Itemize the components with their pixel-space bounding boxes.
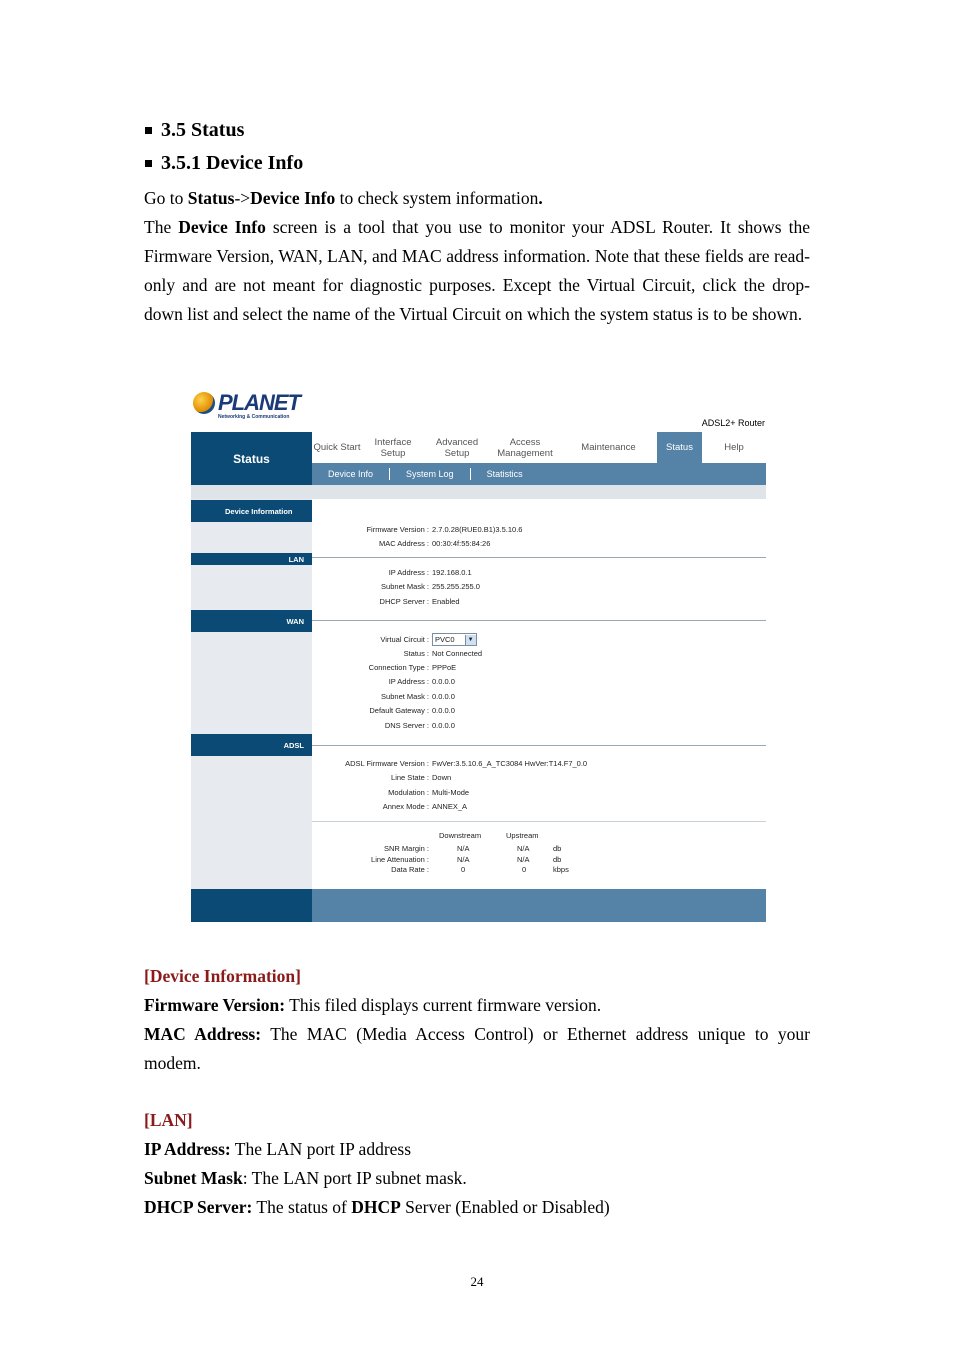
unit: kbps <box>553 865 569 874</box>
text-bold: Firmware Version: <box>144 995 286 1015</box>
row-value: 0.0.0.0 <box>432 721 455 730</box>
footer-right <box>312 889 766 922</box>
section-lan: LAN <box>191 553 312 565</box>
divider <box>312 620 766 621</box>
text: Go to <box>144 188 188 208</box>
row-label: IP Address : <box>388 568 429 577</box>
page-number: 24 <box>470 1274 484 1289</box>
row-data-rate <box>312 865 766 874</box>
section-title: [LAN] <box>144 1110 193 1130</box>
chevron-down-icon: ▼ <box>465 635 476 645</box>
row-attenuation <box>312 855 766 864</box>
nav-maintenance[interactable]: Maintenance <box>581 442 636 453</box>
ip-desc <box>144 1135 810 1164</box>
heading-text: 3.5 Status <box>161 119 245 141</box>
dhcp-desc <box>144 1193 810 1222</box>
nav-advanced-setup[interactable]: Advanced Setup <box>435 436 479 459</box>
row-value: 255.255.255.0 <box>432 582 480 591</box>
row-value: Enabled <box>432 597 460 606</box>
row-label: Default Gateway : <box>369 706 429 715</box>
row-label: Line Attenuation : <box>371 855 429 864</box>
row-snr <box>312 844 766 853</box>
text: The status of <box>252 1197 352 1217</box>
heading-device-info <box>145 152 303 175</box>
row-value: 00:30:4f:55:84:26 <box>432 539 491 548</box>
upstream-value: N/A <box>517 855 530 864</box>
text: screen is a tool that you use to monitor your ADSL Router. It shows the Firmware Version, WAN, LAN, and MAC address information. Note that these fields are read-only and are not meant for diagnostic purposes. Except the Virtual Circuit, click the drop-down list and select the name of the Virtual Circuit on which the system status is to be shown. <box>144 217 810 324</box>
model-label: ADSL2+ Router <box>701 418 765 428</box>
top-nav <box>312 432 766 463</box>
fw-desc <box>144 991 810 1020</box>
row-wan-ip <box>312 677 766 686</box>
row-label: MAC Address : <box>378 539 429 548</box>
row-line-state <box>312 773 766 782</box>
row-label: Subnet Mask : <box>381 692 429 701</box>
text-bold: DHCP <box>351 1197 401 1217</box>
text: The MAC (Media Access Control) or Ethernet address unique to your modem. <box>144 1024 810 1073</box>
divider <box>312 557 766 558</box>
row-label: IP Address : <box>388 677 429 686</box>
nav-access-management[interactable]: Access Management <box>497 436 553 459</box>
row-label: Connection Type : <box>368 663 429 672</box>
footer-left <box>191 889 312 922</box>
subnav-system-log[interactable]: System Log <box>390 468 471 480</box>
nav-quick-start[interactable]: Quick Start <box>313 442 361 453</box>
planet-logo <box>193 392 300 420</box>
nav-help[interactable]: Help <box>724 442 744 453</box>
text: -> <box>234 188 251 208</box>
row-value: Down <box>432 773 452 782</box>
row-value: ANNEX_A <box>432 802 468 811</box>
row-label: Annex Mode : <box>382 802 429 811</box>
logo-word: PLANET <box>218 390 300 415</box>
text-bold: Subnet Mask <box>144 1168 243 1188</box>
virtual-circuit-select[interactable] <box>432 633 477 646</box>
text: This filed displays current firmware version. <box>285 995 602 1015</box>
row-label: DHCP Server : <box>379 597 429 606</box>
row-adsl-fw <box>312 759 766 768</box>
row-annex <box>312 802 766 811</box>
router-screenshot <box>191 388 766 922</box>
subnav-statistics[interactable]: Statistics <box>486 469 523 479</box>
row-value: 2.7.0.28(RUE0.B1)3.5.10.6 <box>432 525 523 534</box>
row-wan-gateway <box>312 706 766 715</box>
text: The LAN port IP address <box>230 1139 412 1159</box>
row-wan-mask <box>312 692 766 701</box>
upstream-header: Upstream <box>506 831 539 840</box>
row-wan-status <box>312 649 766 658</box>
row-label: Subnet Mask : <box>381 582 429 591</box>
nav-interface-setup[interactable]: Interface Setup <box>374 436 412 459</box>
row-label: Firmware Version : <box>366 525 429 534</box>
row-label: DNS Server : <box>384 721 429 730</box>
text-bold: DHCP Server: <box>144 1197 253 1217</box>
nav-status[interactable]: Status <box>657 432 702 463</box>
unit: db <box>553 855 562 864</box>
lan-section-title <box>144 1106 810 1135</box>
text-bold: . <box>538 188 543 208</box>
downstream-header: Downstream <box>439 831 482 840</box>
intro-paragraph <box>144 213 810 329</box>
heading-text: 3.5.1 Device Info <box>161 152 304 174</box>
text-bold: Device Info <box>250 188 336 208</box>
row-value: 192.168.0.1 <box>432 568 472 577</box>
section-adsl: ADSL <box>191 734 312 756</box>
upstream-value: 0 <box>522 865 527 874</box>
row-value: FwVer:3.5.10.6_A_TC3084 HwVer:T14.F7_0.0 <box>432 759 588 768</box>
row-firmware <box>312 525 766 534</box>
heading-status <box>145 119 244 142</box>
text: : The LAN port IP subnet mask. <box>242 1168 467 1188</box>
section-title: [Device Information] <box>144 966 301 986</box>
downstream-value: 0 <box>461 865 466 874</box>
text-bold: Device Info <box>178 217 266 237</box>
row-value: Multi-Mode <box>432 788 470 797</box>
row-lan-dhcp <box>312 597 766 606</box>
downstream-value: N/A <box>457 855 470 864</box>
unit: db <box>553 844 562 853</box>
section-wan: WAN <box>191 610 312 632</box>
row-label: Virtual Circuit : <box>380 635 429 644</box>
globe-icon <box>193 392 215 414</box>
row-lan-mask <box>312 582 766 591</box>
row-mac <box>312 539 766 548</box>
text: The <box>144 217 179 237</box>
row-lan-ip <box>312 568 766 577</box>
bullet-icon <box>145 127 152 134</box>
select-value: PVC0 <box>435 635 455 644</box>
text-bold: MAC Address: <box>144 1024 262 1044</box>
row-modulation <box>312 788 766 797</box>
row-wan-conn-type <box>312 663 766 672</box>
row-value: 0.0.0.0 <box>432 706 455 715</box>
subnav-device-info[interactable]: Device Info <box>312 468 390 480</box>
intro-line <box>144 184 810 213</box>
downstream-value: N/A <box>457 844 470 853</box>
row-label: Data Rate : <box>391 865 429 874</box>
mac-desc <box>144 1020 810 1078</box>
device-info-section-title <box>144 962 810 991</box>
row-value: PPPoE <box>432 663 457 672</box>
divider <box>312 745 766 746</box>
row-value: Not Connected <box>432 649 483 658</box>
text: to check system information <box>335 188 539 208</box>
row-wan-dns <box>312 721 766 730</box>
row-virtual-circuit <box>312 633 766 646</box>
upstream-value: N/A <box>517 844 530 853</box>
text: Server (Enabled or Disabled) <box>400 1197 610 1217</box>
section-device-information: Device Information <box>191 500 312 522</box>
row-value: 0.0.0.0 <box>432 692 455 701</box>
row-label: Modulation : <box>388 788 429 797</box>
row-label: ADSL Firmware Version : <box>345 759 429 768</box>
logo-subtitle: Networking & Communication <box>218 414 290 420</box>
row-label: SNR Margin : <box>383 844 429 853</box>
text-bold: IP Address: <box>144 1139 231 1159</box>
mask-desc <box>144 1164 810 1193</box>
row-label: Line State : <box>391 773 429 782</box>
section-title: Status <box>191 432 312 485</box>
bullet-icon <box>145 160 152 167</box>
sub-nav <box>312 463 766 485</box>
row-value: 0.0.0.0 <box>432 677 455 686</box>
divider <box>312 821 766 822</box>
text-bold: Status <box>187 188 235 208</box>
row-label: Status : <box>403 649 429 658</box>
grey-band <box>191 485 766 499</box>
